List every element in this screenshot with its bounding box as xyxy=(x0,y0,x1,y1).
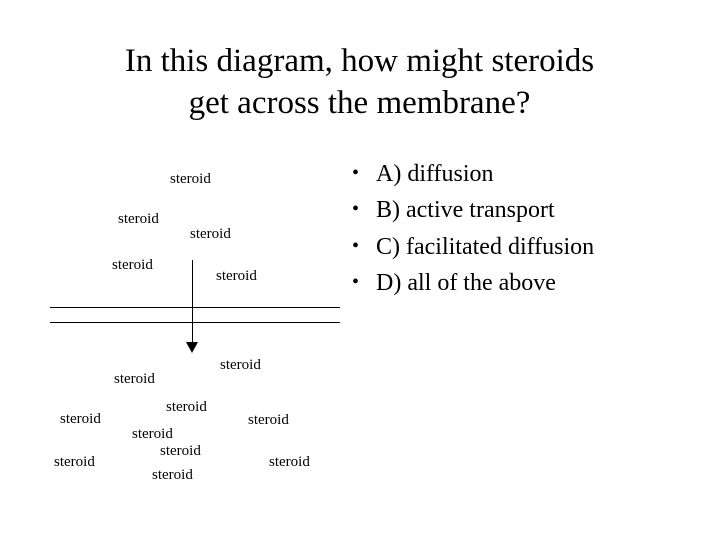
steroid-molecule-label: steroid xyxy=(248,412,289,428)
bullet-icon: • xyxy=(352,162,360,184)
steroid-molecule-label: steroid xyxy=(112,257,153,273)
bullet-icon: • xyxy=(352,234,360,257)
answer-choice-b[interactable] xyxy=(352,196,702,225)
answer-choice-c-label: C) facilitated diffusion xyxy=(376,233,595,260)
direction-arrow-head xyxy=(186,342,198,353)
steroid-molecule-label: steroid xyxy=(269,454,310,470)
bullet-icon: • xyxy=(352,270,360,293)
membrane-line-bottom xyxy=(50,322,340,323)
answer-choice-d-label: D) all of the above xyxy=(376,269,556,296)
steroid-molecule-label: steroid xyxy=(166,399,207,415)
answer-choices-list xyxy=(352,160,702,305)
steroid-molecule-label: steroid xyxy=(118,211,159,227)
steroid-molecule-label: steroid xyxy=(170,171,211,187)
answer-choice-b-label: B) active transport xyxy=(376,197,555,224)
steroid-molecule-label: steroid xyxy=(152,467,193,483)
membrane-diagram xyxy=(20,150,360,510)
steroid-molecule-label: steroid xyxy=(190,226,231,242)
bullet-icon: • xyxy=(352,198,360,221)
steroid-molecule-label: steroid xyxy=(132,426,173,442)
steroid-molecule-label: steroid xyxy=(160,443,201,459)
steroid-molecule-label: steroid xyxy=(216,268,257,284)
page-title-line-2: get across the membrane? xyxy=(188,85,531,122)
steroid-molecule-label: steroid xyxy=(54,454,95,470)
direction-arrow-shaft xyxy=(192,260,193,350)
page-title-line-1: In this diagram, how might steroids xyxy=(124,43,595,79)
answer-choice-a-label: A) diffusion xyxy=(376,161,494,187)
steroid-molecule-label: steroid xyxy=(220,357,261,373)
steroid-molecule-label: steroid xyxy=(60,411,101,427)
page-title xyxy=(14,40,705,124)
membrane-line-top xyxy=(50,307,340,308)
answer-choice-a[interactable] xyxy=(352,160,702,189)
answer-choice-d[interactable] xyxy=(352,269,702,298)
steroid-molecule-label: steroid xyxy=(114,371,155,387)
answer-choice-c[interactable] xyxy=(352,233,702,262)
